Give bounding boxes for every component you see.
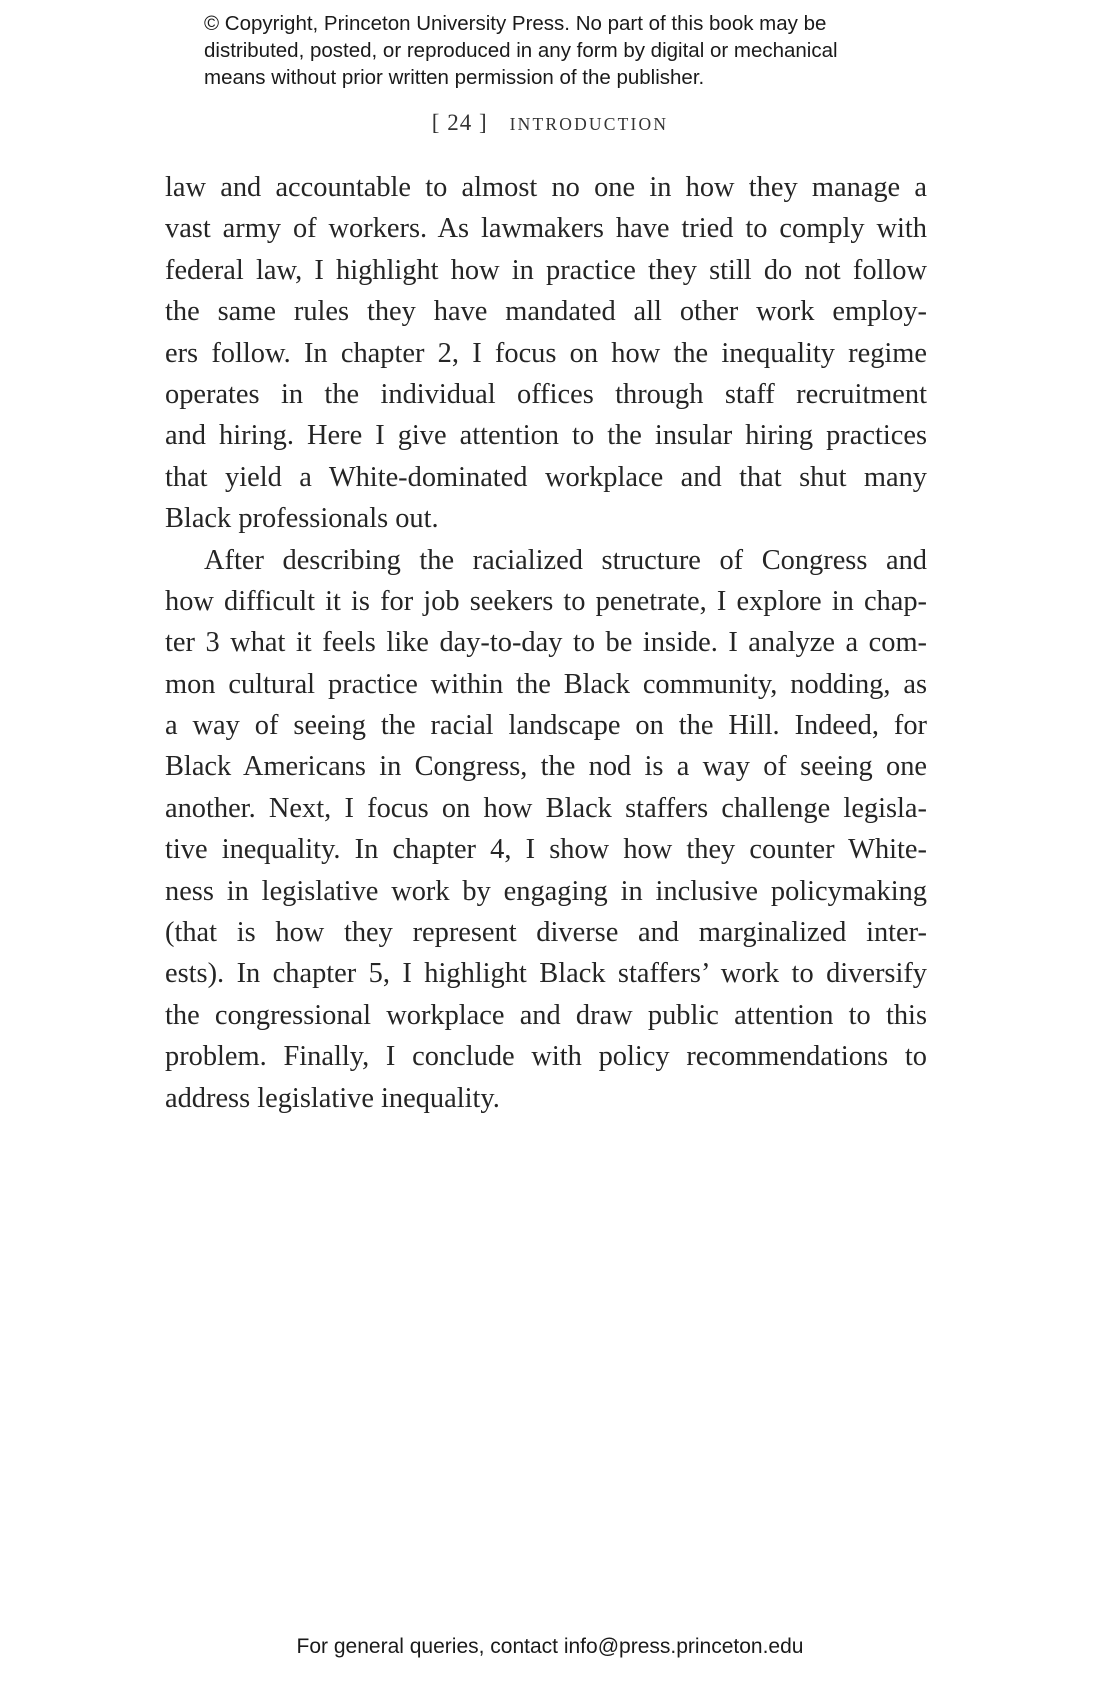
text-line: problem. Finally, I conclude with policy recommendations to bbox=[165, 1041, 927, 1073]
page-number: [ 24 ] bbox=[431, 110, 488, 135]
paragraph-1 bbox=[165, 167, 927, 540]
text-line: Black Americans in Congress, the nod is a way of seeing one bbox=[165, 751, 927, 783]
text-line: (that is how they represent diverse and marginalized inter- bbox=[165, 917, 927, 949]
section-title: INTRODUCTION bbox=[509, 114, 669, 134]
paragraph-2 bbox=[165, 540, 927, 1119]
text-line: mon cultural practice within the Black community, nodding, as bbox=[165, 668, 927, 700]
text-line: how difficult it is for job seekers to penetrate, I explore in chap- bbox=[165, 585, 927, 617]
text-line: ests). In chapter 5, I highlight Black staffers’ work to diversify bbox=[165, 958, 927, 990]
text-line: operates in the individual offices through staff recruitment bbox=[165, 378, 927, 410]
text-line: federal law, I highlight how in practice they still do not follow bbox=[165, 254, 927, 286]
text-line: address legislative inequality. bbox=[165, 1082, 500, 1114]
text-line: law and accountable to almost no one in how they manage a bbox=[165, 172, 927, 203]
text-line: ness in legislative work by engaging in inclusive policymaking bbox=[165, 875, 927, 907]
text-line: the congressional workplace and draw public attention to this bbox=[165, 999, 927, 1031]
text-line: another. Next, I focus on how Black staffers challenge legisla- bbox=[165, 792, 927, 824]
copyright-line: distributed, posted, or reproduced in any form by digital or mechanical bbox=[204, 39, 838, 62]
text-line: tive inequality. In chapter 4, I show how they counter White- bbox=[165, 834, 927, 866]
text-line: After describing the racialized structure of Congress and bbox=[204, 544, 927, 576]
text-line: ter 3 what it feels like day-to-day to be inside. I analyze a com- bbox=[165, 627, 927, 659]
text-line: and hiring. Here I give attention to the insular hiring practices bbox=[165, 420, 927, 452]
copyright-line: means without prior written permission of the publisher. bbox=[204, 66, 705, 89]
text-line: a way of seeing the racial landscape on the Hill. Indeed, for bbox=[165, 710, 927, 742]
text-line: Black professionals out. bbox=[165, 503, 439, 535]
copyright-line: © Copyright, Princeton University Press. No part of this book may be bbox=[204, 12, 827, 35]
text-line: vast army of workers. As lawmakers have tried to comply with bbox=[165, 213, 927, 245]
footer-contact: For general queries, contact info@press.princeton.edu bbox=[296, 1635, 804, 1658]
copyright-notice bbox=[204, 10, 924, 91]
running-head bbox=[0, 110, 1100, 136]
body-text bbox=[165, 167, 927, 1119]
text-line: that yield a White-dominated workplace and that shut many bbox=[165, 461, 927, 493]
text-line: the same rules they have mandated all other work employ- bbox=[165, 296, 927, 328]
text-line: ers follow. In chapter 2, I focus on how the inequality regime bbox=[165, 337, 927, 369]
